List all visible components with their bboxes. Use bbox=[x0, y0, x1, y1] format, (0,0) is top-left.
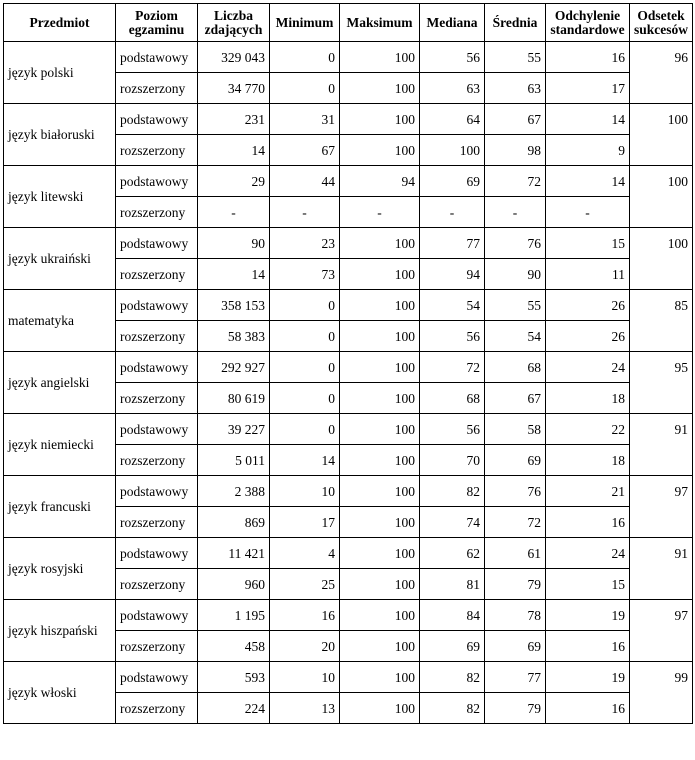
cell-median: 74 bbox=[420, 507, 485, 538]
cell-std: 24 bbox=[546, 538, 630, 569]
cell-min: 20 bbox=[270, 631, 340, 662]
cell-count: 90 bbox=[198, 228, 270, 259]
cell-level: podstawowy bbox=[116, 662, 198, 693]
cell-success: 97 bbox=[630, 600, 693, 662]
cell-median: 69 bbox=[420, 631, 485, 662]
cell-level: podstawowy bbox=[116, 538, 198, 569]
cell-level: podstawowy bbox=[116, 352, 198, 383]
cell-min: 44 bbox=[270, 166, 340, 197]
cell-std: 17 bbox=[546, 73, 630, 104]
cell-median: 84 bbox=[420, 600, 485, 631]
cell-median: 94 bbox=[420, 259, 485, 290]
cell-level: rozszerzony bbox=[116, 631, 198, 662]
cell-median: 56 bbox=[420, 321, 485, 352]
cell-max: 100 bbox=[340, 693, 420, 724]
cell-max: 100 bbox=[340, 662, 420, 693]
cell-max: 100 bbox=[340, 42, 420, 73]
header-success: Odsetek sukcesów bbox=[630, 4, 693, 42]
cell-mean: 68 bbox=[485, 352, 546, 383]
cell-mean: 72 bbox=[485, 507, 546, 538]
cell-level: rozszerzony bbox=[116, 693, 198, 724]
cell-subject: matematyka bbox=[4, 290, 116, 352]
cell-std: 15 bbox=[546, 569, 630, 600]
cell-median: 56 bbox=[420, 414, 485, 445]
cell-std: - bbox=[546, 197, 630, 228]
table-row bbox=[4, 538, 693, 569]
cell-success: 91 bbox=[630, 414, 693, 476]
cell-median: 100 bbox=[420, 135, 485, 166]
cell-max: 100 bbox=[340, 73, 420, 104]
cell-level: podstawowy bbox=[116, 476, 198, 507]
table-row bbox=[4, 228, 693, 259]
cell-min: 67 bbox=[270, 135, 340, 166]
cell-success: 100 bbox=[630, 228, 693, 290]
cell-median: 70 bbox=[420, 445, 485, 476]
cell-subject: język francuski bbox=[4, 476, 116, 538]
cell-count: 458 bbox=[198, 631, 270, 662]
cell-mean: 72 bbox=[485, 166, 546, 197]
cell-median: 54 bbox=[420, 290, 485, 321]
header-level: Poziom egzaminu bbox=[116, 4, 198, 42]
cell-mean: 63 bbox=[485, 73, 546, 104]
cell-mean: 58 bbox=[485, 414, 546, 445]
cell-median: 68 bbox=[420, 383, 485, 414]
cell-level: podstawowy bbox=[116, 600, 198, 631]
cell-min: 0 bbox=[270, 414, 340, 445]
cell-max: - bbox=[340, 197, 420, 228]
header-mean: Średnia bbox=[485, 4, 546, 42]
cell-min: 73 bbox=[270, 259, 340, 290]
cell-count: - bbox=[198, 197, 270, 228]
cell-max: 100 bbox=[340, 507, 420, 538]
cell-max: 100 bbox=[340, 259, 420, 290]
cell-min: 0 bbox=[270, 352, 340, 383]
cell-median: 81 bbox=[420, 569, 485, 600]
cell-count: 11 421 bbox=[198, 538, 270, 569]
cell-median: 82 bbox=[420, 662, 485, 693]
cell-min: 16 bbox=[270, 600, 340, 631]
cell-mean: 54 bbox=[485, 321, 546, 352]
header-min: Minimum bbox=[270, 4, 340, 42]
cell-median: 77 bbox=[420, 228, 485, 259]
cell-std: 19 bbox=[546, 600, 630, 631]
cell-median: 69 bbox=[420, 166, 485, 197]
cell-max: 100 bbox=[340, 321, 420, 352]
cell-mean: 69 bbox=[485, 631, 546, 662]
table-row bbox=[4, 166, 693, 197]
cell-count: 39 227 bbox=[198, 414, 270, 445]
cell-mean: 78 bbox=[485, 600, 546, 631]
cell-mean: 55 bbox=[485, 42, 546, 73]
cell-count: 29 bbox=[198, 166, 270, 197]
cell-min: 10 bbox=[270, 476, 340, 507]
cell-std: 18 bbox=[546, 383, 630, 414]
cell-level: podstawowy bbox=[116, 104, 198, 135]
table-row bbox=[4, 414, 693, 445]
cell-mean: 98 bbox=[485, 135, 546, 166]
table-header bbox=[4, 4, 693, 42]
cell-std: 9 bbox=[546, 135, 630, 166]
cell-level: rozszerzony bbox=[116, 73, 198, 104]
cell-max: 100 bbox=[340, 290, 420, 321]
cell-median: 82 bbox=[420, 476, 485, 507]
cell-subject: język włoski bbox=[4, 662, 116, 724]
cell-std: 16 bbox=[546, 42, 630, 73]
cell-level: podstawowy bbox=[116, 228, 198, 259]
cell-count: 869 bbox=[198, 507, 270, 538]
cell-mean: 90 bbox=[485, 259, 546, 290]
cell-median: 56 bbox=[420, 42, 485, 73]
cell-max: 100 bbox=[340, 352, 420, 383]
cell-success: 85 bbox=[630, 290, 693, 352]
cell-mean: 69 bbox=[485, 445, 546, 476]
cell-count: 80 619 bbox=[198, 383, 270, 414]
table-row bbox=[4, 290, 693, 321]
header-max: Maksimum bbox=[340, 4, 420, 42]
header-count: Liczba zdających bbox=[198, 4, 270, 42]
cell-count: 593 bbox=[198, 662, 270, 693]
cell-std: 16 bbox=[546, 693, 630, 724]
cell-success: 100 bbox=[630, 104, 693, 166]
cell-subject: język białoruski bbox=[4, 104, 116, 166]
cell-min: 31 bbox=[270, 104, 340, 135]
cell-std: 22 bbox=[546, 414, 630, 445]
cell-subject: język polski bbox=[4, 42, 116, 104]
cell-count: 231 bbox=[198, 104, 270, 135]
cell-subject: język rosyjski bbox=[4, 538, 116, 600]
cell-success: 96 bbox=[630, 42, 693, 104]
cell-success: 97 bbox=[630, 476, 693, 538]
cell-max: 100 bbox=[340, 631, 420, 662]
cell-std: 16 bbox=[546, 507, 630, 538]
cell-max: 100 bbox=[340, 104, 420, 135]
cell-count: 1 195 bbox=[198, 600, 270, 631]
cell-max: 100 bbox=[340, 445, 420, 476]
cell-subject: język hiszpański bbox=[4, 600, 116, 662]
cell-std: 14 bbox=[546, 104, 630, 135]
cell-max: 100 bbox=[340, 414, 420, 445]
cell-level: rozszerzony bbox=[116, 445, 198, 476]
cell-std: 11 bbox=[546, 259, 630, 290]
cell-count: 5 011 bbox=[198, 445, 270, 476]
cell-std: 16 bbox=[546, 631, 630, 662]
cell-count: 292 927 bbox=[198, 352, 270, 383]
table-row bbox=[4, 104, 693, 135]
cell-median: 64 bbox=[420, 104, 485, 135]
cell-std: 14 bbox=[546, 166, 630, 197]
cell-level: rozszerzony bbox=[116, 259, 198, 290]
cell-count: 2 388 bbox=[198, 476, 270, 507]
cell-median: 62 bbox=[420, 538, 485, 569]
results-table bbox=[3, 3, 693, 724]
cell-mean: 67 bbox=[485, 104, 546, 135]
cell-max: 100 bbox=[340, 476, 420, 507]
cell-level: rozszerzony bbox=[116, 321, 198, 352]
cell-count: 58 383 bbox=[198, 321, 270, 352]
table-row bbox=[4, 476, 693, 507]
cell-max: 100 bbox=[340, 569, 420, 600]
cell-mean: 79 bbox=[485, 693, 546, 724]
cell-level: podstawowy bbox=[116, 42, 198, 73]
cell-level: rozszerzony bbox=[116, 135, 198, 166]
table-row bbox=[4, 352, 693, 383]
cell-std: 24 bbox=[546, 352, 630, 383]
cell-mean: 61 bbox=[485, 538, 546, 569]
cell-min: - bbox=[270, 197, 340, 228]
cell-count: 14 bbox=[198, 259, 270, 290]
cell-level: rozszerzony bbox=[116, 507, 198, 538]
cell-subject: język angielski bbox=[4, 352, 116, 414]
cell-count: 329 043 bbox=[198, 42, 270, 73]
cell-min: 0 bbox=[270, 42, 340, 73]
cell-std: 19 bbox=[546, 662, 630, 693]
cell-success: 91 bbox=[630, 538, 693, 600]
cell-std: 21 bbox=[546, 476, 630, 507]
cell-count: 960 bbox=[198, 569, 270, 600]
cell-min: 23 bbox=[270, 228, 340, 259]
cell-mean: 79 bbox=[485, 569, 546, 600]
cell-min: 17 bbox=[270, 507, 340, 538]
cell-count: 34 770 bbox=[198, 73, 270, 104]
cell-level: rozszerzony bbox=[116, 197, 198, 228]
cell-min: 0 bbox=[270, 321, 340, 352]
table-body bbox=[4, 42, 693, 724]
cell-level: podstawowy bbox=[116, 414, 198, 445]
cell-min: 0 bbox=[270, 290, 340, 321]
cell-min: 4 bbox=[270, 538, 340, 569]
header-subject: Przedmiot bbox=[4, 4, 116, 42]
cell-subject: język niemiecki bbox=[4, 414, 116, 476]
cell-std: 15 bbox=[546, 228, 630, 259]
cell-level: podstawowy bbox=[116, 166, 198, 197]
cell-min: 14 bbox=[270, 445, 340, 476]
cell-max: 100 bbox=[340, 383, 420, 414]
cell-std: 26 bbox=[546, 290, 630, 321]
cell-level: rozszerzony bbox=[116, 569, 198, 600]
cell-success: 100 bbox=[630, 166, 693, 228]
cell-min: 25 bbox=[270, 569, 340, 600]
cell-count: 224 bbox=[198, 693, 270, 724]
header-row bbox=[4, 4, 693, 42]
cell-std: 26 bbox=[546, 321, 630, 352]
cell-max: 100 bbox=[340, 600, 420, 631]
table-row bbox=[4, 600, 693, 631]
cell-median: 82 bbox=[420, 693, 485, 724]
cell-mean: 67 bbox=[485, 383, 546, 414]
cell-median: - bbox=[420, 197, 485, 228]
cell-max: 100 bbox=[340, 135, 420, 166]
cell-mean: 76 bbox=[485, 228, 546, 259]
cell-mean: - bbox=[485, 197, 546, 228]
table-row bbox=[4, 42, 693, 73]
cell-min: 10 bbox=[270, 662, 340, 693]
cell-subject: język litewski bbox=[4, 166, 116, 228]
cell-min: 0 bbox=[270, 73, 340, 104]
cell-count: 14 bbox=[198, 135, 270, 166]
cell-subject: język ukraiński bbox=[4, 228, 116, 290]
cell-std: 18 bbox=[546, 445, 630, 476]
cell-count: 358 153 bbox=[198, 290, 270, 321]
cell-mean: 77 bbox=[485, 662, 546, 693]
table-row bbox=[4, 662, 693, 693]
cell-max: 100 bbox=[340, 538, 420, 569]
header-std: Odchylenie standardowe bbox=[546, 4, 630, 42]
cell-max: 100 bbox=[340, 228, 420, 259]
cell-median: 63 bbox=[420, 73, 485, 104]
cell-success: 95 bbox=[630, 352, 693, 414]
cell-mean: 55 bbox=[485, 290, 546, 321]
cell-min: 0 bbox=[270, 383, 340, 414]
cell-min: 13 bbox=[270, 693, 340, 724]
cell-max: 94 bbox=[340, 166, 420, 197]
cell-success: 99 bbox=[630, 662, 693, 724]
cell-level: rozszerzony bbox=[116, 383, 198, 414]
cell-mean: 76 bbox=[485, 476, 546, 507]
cell-median: 72 bbox=[420, 352, 485, 383]
cell-level: podstawowy bbox=[116, 290, 198, 321]
header-median: Mediana bbox=[420, 4, 485, 42]
